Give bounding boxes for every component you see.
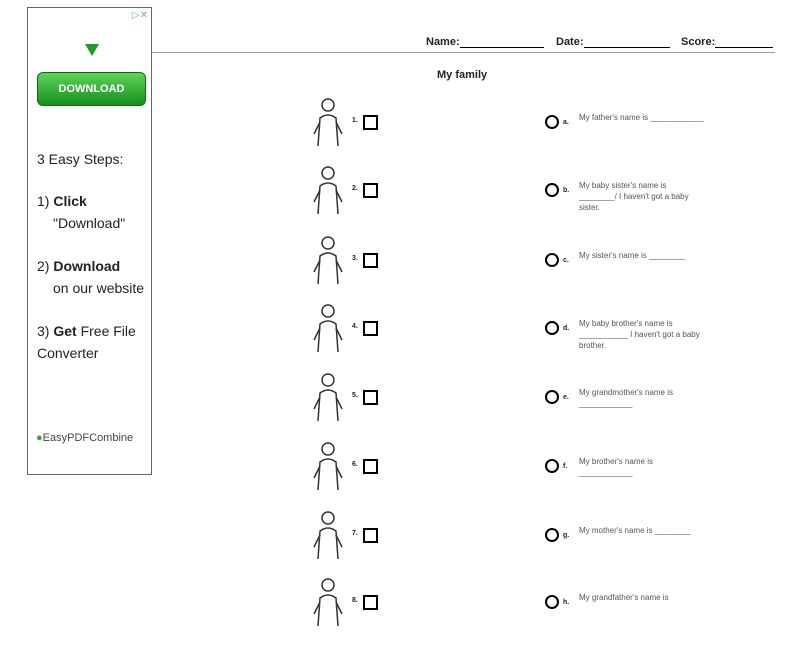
answer-box[interactable]: [363, 595, 378, 610]
ad-brand-logo[interactable]: ●EasyPDFCombine: [36, 432, 134, 444]
item-number: 5.: [352, 392, 358, 399]
item-number: 3.: [352, 255, 358, 262]
answer-box[interactable]: [363, 183, 378, 198]
family-member-picture: [306, 509, 350, 561]
item-letter: b.: [563, 187, 570, 194]
item-number: 1.: [352, 117, 358, 124]
item-letter: f.: [563, 463, 568, 470]
family-member-picture: [306, 371, 350, 423]
match-circle[interactable]: [545, 321, 559, 335]
family-member-picture: [306, 576, 350, 628]
sentence-text: My sister's name is ________: [579, 251, 685, 260]
sentence-text: My grandfather's name is: [579, 593, 669, 602]
answer-box[interactable]: [363, 390, 378, 405]
page-title: My family: [437, 69, 488, 81]
item-letter: g.: [563, 532, 570, 539]
answer-box[interactable]: [363, 459, 378, 474]
item-number: 7.: [352, 530, 358, 537]
ad-step-1: 1) Click "Download": [37, 193, 126, 231]
match-circle[interactable]: [545, 528, 559, 542]
item-letter: h.: [563, 599, 570, 606]
answer-box[interactable]: [363, 321, 378, 336]
match-circle[interactable]: [545, 595, 559, 609]
sentence-text: My father's name is ____________: [579, 113, 704, 122]
matching-item: [0, 181, 800, 250]
match-circle[interactable]: [545, 253, 559, 267]
item-letter: a.: [563, 119, 569, 126]
family-member-picture: [306, 96, 350, 148]
sentence-text: My brother's name is ____________: [579, 457, 653, 477]
match-circle[interactable]: [545, 183, 559, 197]
match-circle[interactable]: [545, 390, 559, 404]
score-field[interactable]: Score:: [681, 36, 773, 48]
matching-item: [0, 319, 800, 388]
arrow-down-icon: [85, 44, 99, 56]
sentence-text: My grandmother's name is ____________: [579, 388, 674, 408]
match-circle[interactable]: [545, 459, 559, 473]
match-circle[interactable]: [545, 115, 559, 129]
item-letter: c.: [563, 257, 569, 264]
matching-item: [0, 457, 800, 526]
family-member-picture: [306, 302, 350, 354]
ad-step-3: 3) Get Free File Converter: [37, 323, 136, 361]
header-divider: [152, 52, 775, 53]
matching-item: [0, 388, 800, 457]
answer-box[interactable]: [363, 253, 378, 268]
date-field[interactable]: Date:: [556, 36, 670, 48]
matching-item: [0, 593, 800, 662]
name-field[interactable]: Name:: [426, 36, 544, 48]
answer-box[interactable]: [363, 528, 378, 543]
family-member-picture: [306, 164, 350, 216]
sentence-text: My mother's name is ________: [579, 526, 691, 535]
sentence-text: My baby brother's name is ___________ I haven't got a baby brother.: [579, 319, 700, 350]
matching-item: [0, 113, 800, 182]
item-letter: e.: [563, 394, 569, 401]
download-button[interactable]: DOWNLOAD: [37, 72, 146, 106]
ad-close-icon[interactable]: ▷✕: [131, 10, 148, 21]
ad-step-2: 2) Download on our website: [37, 258, 145, 296]
sentence-text: My baby sister's name is ________/ I haven't got a baby sister.: [579, 181, 689, 212]
item-number: 2.: [352, 185, 358, 192]
item-number: 8.: [352, 597, 358, 604]
item-number: 6.: [352, 461, 358, 468]
ad-heading: 3 Easy Steps:: [37, 151, 124, 167]
matching-item: [0, 526, 800, 595]
matching-item: [0, 251, 800, 320]
family-member-picture: [306, 234, 350, 286]
item-letter: d.: [563, 325, 570, 332]
family-member-picture: [306, 440, 350, 492]
answer-box[interactable]: [363, 115, 378, 130]
item-number: 4.: [352, 323, 358, 330]
